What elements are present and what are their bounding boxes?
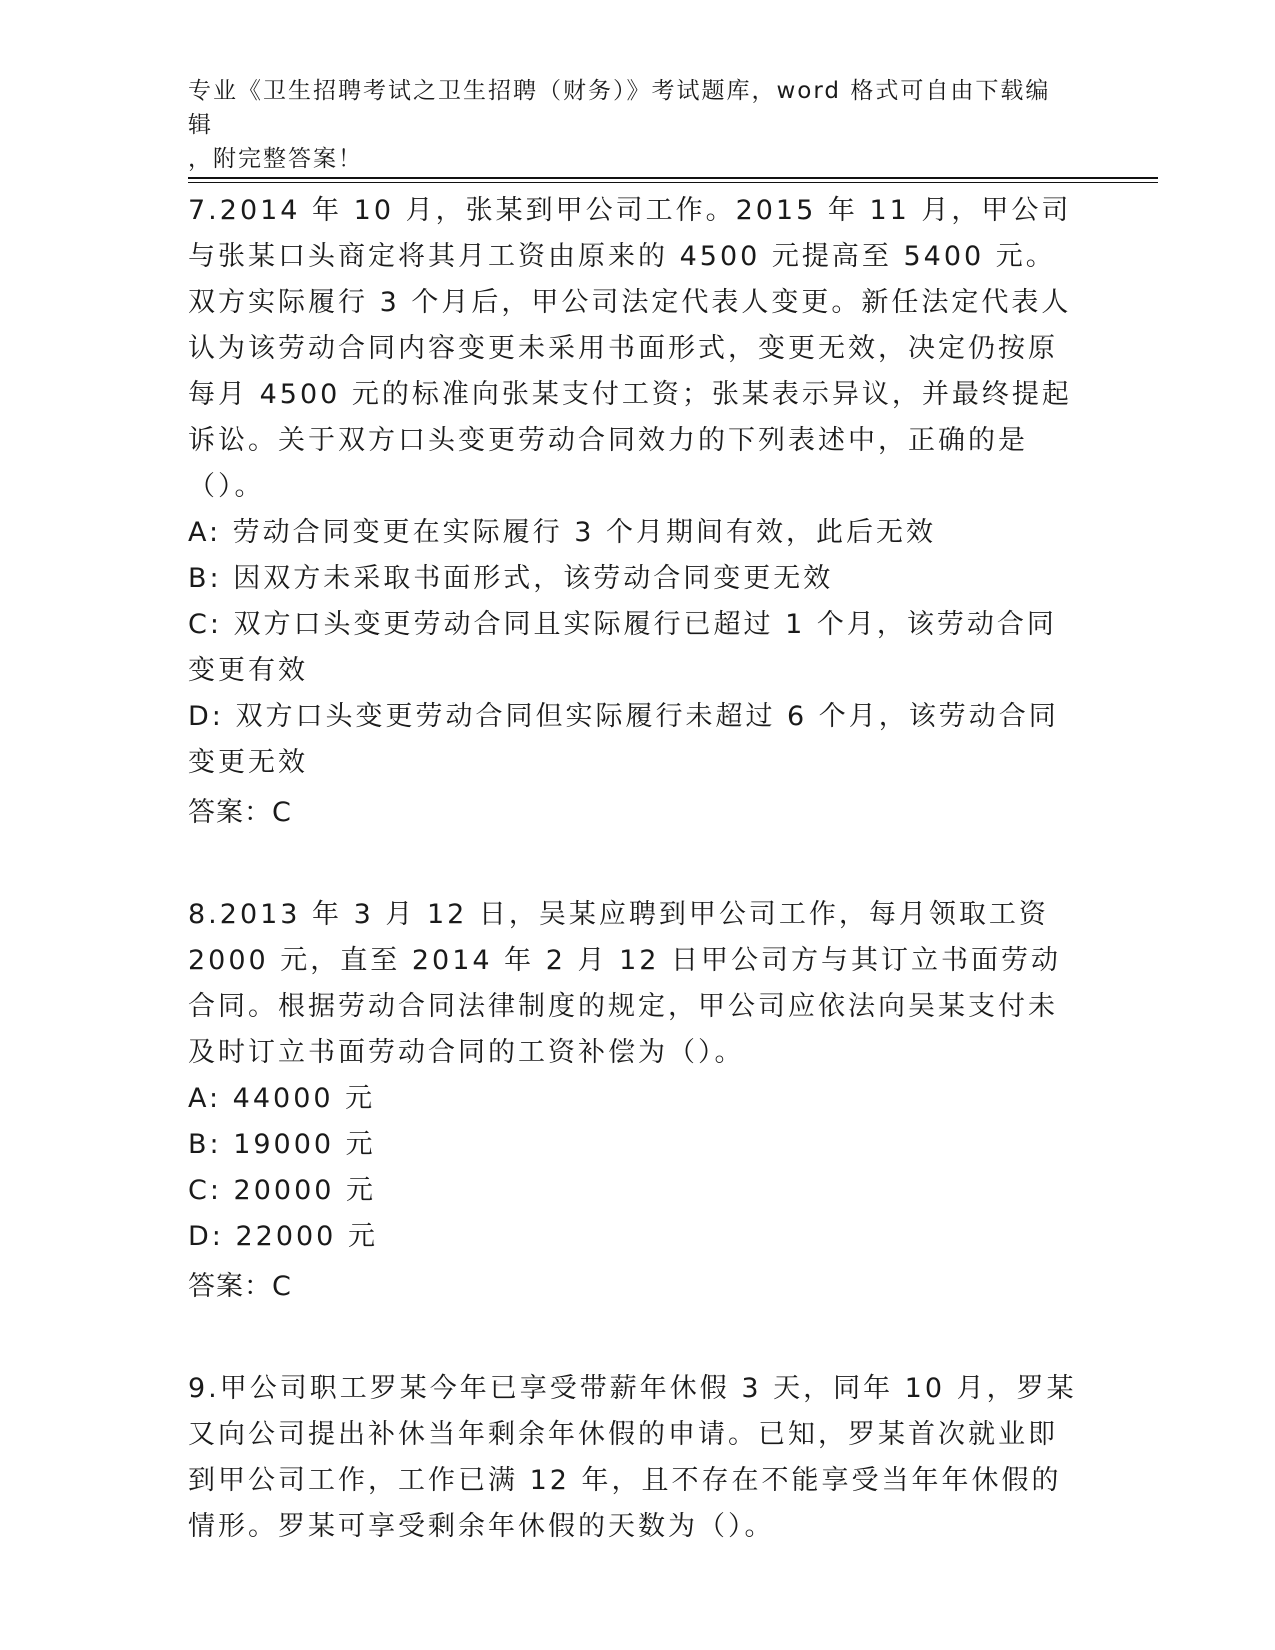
header-line-1: 专业《卫生招聘考试之卫生招聘（财务）》考试题库，word 格式可自由下载编辑: [188, 78, 1051, 138]
header-line-2: ，附完整答案！: [188, 146, 363, 172]
question-7: [188, 188, 1078, 836]
header-divider: [188, 177, 1158, 179]
answer-label: 答案：C: [188, 1271, 292, 1302]
option-d: D: 22000 元: [188, 1221, 378, 1252]
option-b: B: 因双方未采取书面形式，该劳动合同变更无效: [188, 563, 834, 594]
option-a: A: 劳动合同变更在实际履行 3 个月期间有效，此后无效: [188, 517, 937, 548]
question-stem: 9.甲公司职工罗某今年已享受带薪年休假 3 天，同年 10 月，罗某又向公司提出补休当年剩余年休假的申请。已知，罗某首次就业即到甲公司工作，工作已满 12 年，且不存在不能享受当年年休假的情形。罗某可享受剩余年休假的天数为（）。: [188, 1373, 1077, 1542]
question-stem: 7.2014 年 10 月，张某到甲公司工作。2015 年 11 月，甲公司与张某口头商定将其月工资由原来的 4500 元提高至 5400 元。双方实际履行 3 个月后，甲公司法定代表人变更。新任法定代表人认为该劳动合同内容变更未采用书面形式，变更无效，决定仍按原每月 4500 元的标准向张某支付工资；张某表示异议，并最终提起诉讼。关于双方口头变更劳动合同效力的下列表述中，正确的是（）。: [188, 195, 1072, 502]
option-c: C: 20000 元: [188, 1175, 377, 1206]
question-8: [188, 892, 1078, 1310]
header-divider-thin: [188, 182, 1158, 183]
question-list: [188, 188, 1078, 1606]
question-9: [188, 1366, 1078, 1550]
question-stem: 8.2013 年 3 月 12 日，吴某应聘到甲公司工作，每月领取工资 2000 元，直至 2014 年 2 月 12 日甲公司方与其订立书面劳动合同。根据劳动合同法律制度的规定，甲公司应依法向吴某支付未及时订立书面劳动合同的工资补偿为（）。: [188, 899, 1062, 1068]
answer-label: 答案：C: [188, 797, 292, 828]
option-c: C: 双方口头变更劳动合同且实际履行已超过 1 个月，该劳动合同变更有效: [188, 609, 1057, 686]
option-d: D: 双方口头变更劳动合同但实际履行未超过 6 个月，该劳动合同变更无效: [188, 701, 1059, 778]
document-header: [188, 74, 1068, 176]
option-b: B: 19000 元: [188, 1129, 376, 1160]
option-a: A: 44000 元: [188, 1083, 376, 1114]
